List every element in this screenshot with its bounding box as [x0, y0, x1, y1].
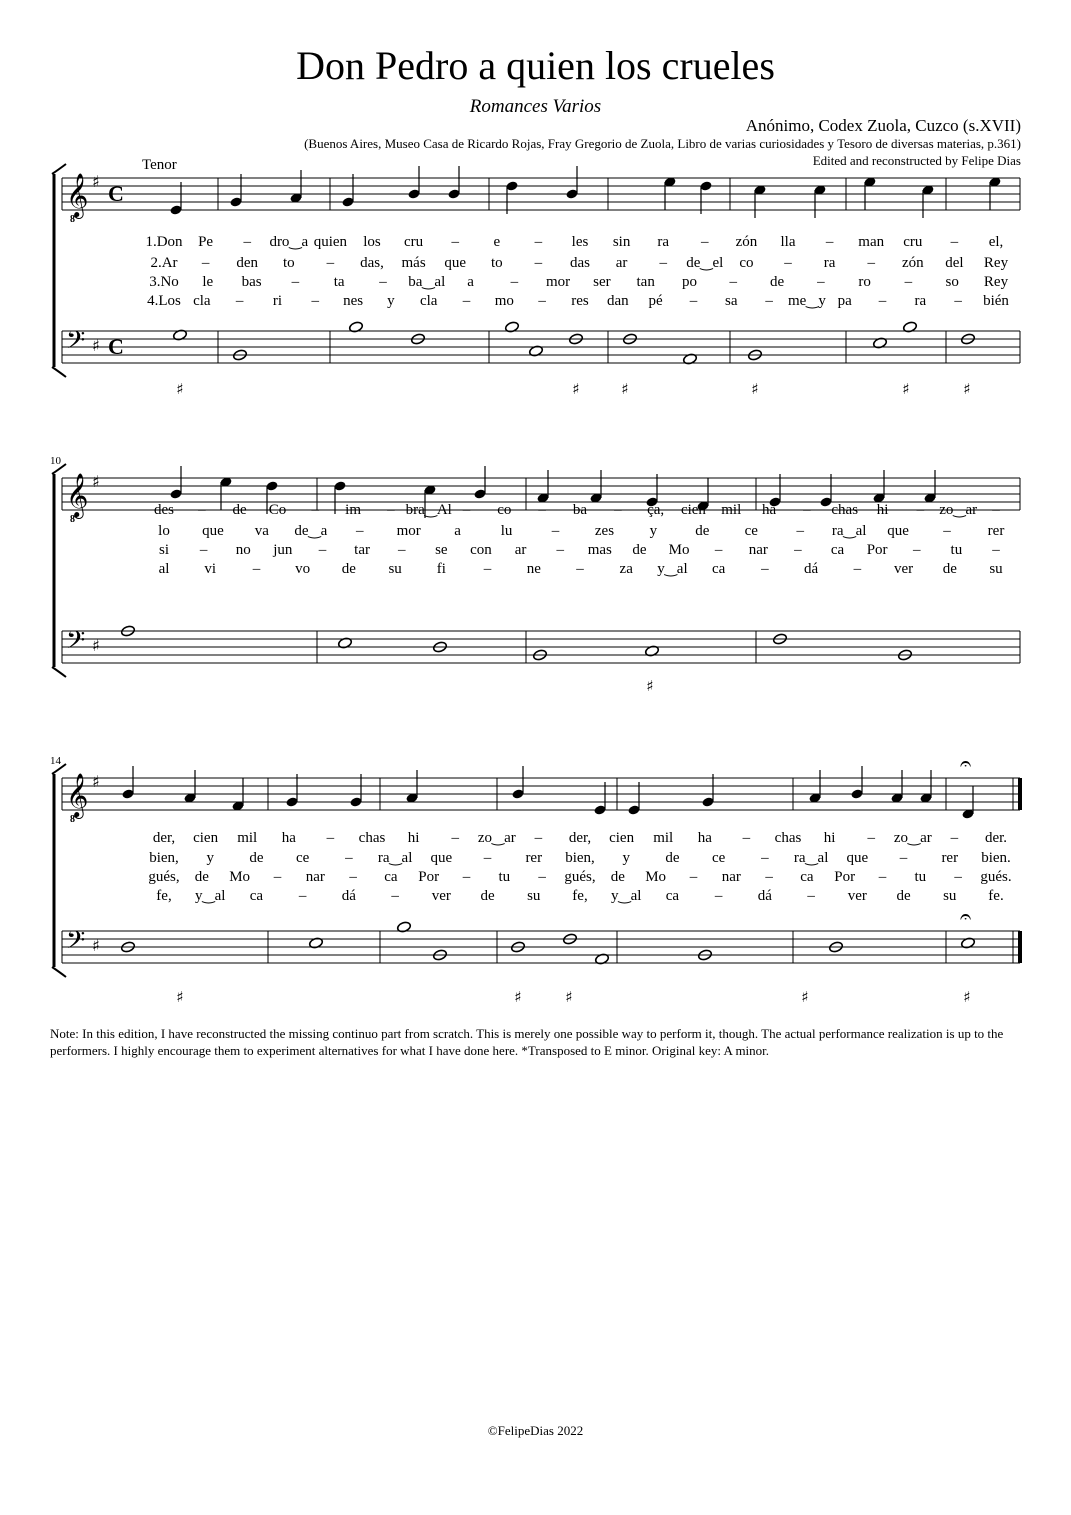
- lyric-syllable: der.: [984, 830, 1008, 846]
- lyric-syllable: gués,: [564, 869, 596, 885]
- bracket-bottom-hook: [52, 367, 66, 377]
- lyric-syllable: zes: [594, 523, 615, 539]
- lyric-syllable: –: [397, 542, 406, 558]
- lyric-syllable: res: [571, 293, 589, 309]
- lyric-syllable: el,: [988, 234, 1004, 250]
- lyric-syllable: bien,: [149, 850, 179, 866]
- lyric-syllable: –: [689, 869, 698, 885]
- lyric-syllable: ra‿al: [377, 850, 413, 866]
- lyric-syllable: hi: [876, 502, 889, 518]
- lyric-syllable: ca: [712, 561, 726, 577]
- lyric-syllable: que: [202, 523, 224, 539]
- lyric-syllable: bién: [983, 293, 1009, 309]
- lyric-syllable: vo: [295, 561, 311, 577]
- lyric-syllable: –: [796, 523, 804, 539]
- lyric-syllable: de: [610, 869, 625, 885]
- lyric-syllable: y‿al: [611, 888, 642, 904]
- lyric-syllable: al: [158, 561, 170, 577]
- lyric-syllable: cru: [404, 234, 424, 250]
- figured-bass-sharp: ♯: [572, 380, 580, 398]
- lyric-syllable: –: [252, 561, 261, 577]
- figured-bass-sharp: ♯: [176, 988, 184, 1006]
- octave-clef-mark-icon: 8: [70, 814, 75, 825]
- figured-bass-sharp: ♯: [565, 988, 573, 1006]
- instrument-name: Tenor: [142, 157, 177, 173]
- lyric-syllable: sa: [725, 293, 738, 309]
- figured-bass-sharp: ♯: [176, 380, 184, 398]
- bass-clef-icon: 𝄢: [66, 326, 86, 361]
- lyric-syllable: des: [154, 502, 174, 518]
- lyric-syllable: ra‿al: [831, 523, 867, 539]
- lyric-syllable: –: [201, 255, 210, 271]
- lyric-syllable: mas: [587, 542, 612, 558]
- key-signature-sharp-icon: ♯: [92, 936, 100, 955]
- lyric-syllable: ta: [333, 274, 345, 290]
- lyric-syllable: su: [989, 561, 1003, 577]
- lyric-syllable: ce: [712, 850, 726, 866]
- lyric-syllable: to: [282, 255, 295, 271]
- lyric-syllable: –: [614, 502, 622, 518]
- lyric-syllable: 4.Los: [147, 293, 181, 309]
- lyric-syllable: –: [349, 869, 357, 885]
- treble-clef-icon: 𝄞: [66, 473, 89, 517]
- lyric-syllable: co: [497, 502, 512, 518]
- figured-bass-sharp: ♯: [801, 988, 809, 1006]
- measure-number: 14: [50, 755, 61, 767]
- lyric-syllable: lo: [158, 523, 170, 539]
- lyric-syllable: der,: [152, 830, 176, 846]
- lyric-syllable: 1.Don: [145, 234, 183, 250]
- lyric-syllable: Mo: [668, 542, 690, 558]
- lyric-syllable: mo: [494, 293, 514, 309]
- lyric-syllable: no: [235, 542, 251, 558]
- bracket-bottom-hook: [52, 967, 66, 977]
- lyric-syllable: ar: [615, 255, 628, 271]
- lyric-syllable: y‿al: [657, 561, 688, 577]
- lyric-syllable: de: [194, 869, 209, 885]
- lyric-syllable: rer: [987, 523, 1005, 539]
- lyric-syllable: ser: [593, 274, 611, 290]
- lyric-syllable: –: [326, 255, 335, 271]
- lyric-syllable: dá: [757, 888, 772, 904]
- lyric-syllable: –: [273, 869, 282, 885]
- lyric-syllable: chas: [831, 502, 859, 518]
- lyric-syllable: ver: [847, 888, 867, 904]
- lyric-syllable: –: [794, 542, 802, 558]
- lyric-syllable: ca: [800, 869, 814, 885]
- lyric-syllable: quien: [313, 234, 348, 250]
- lyric-syllable: –: [298, 888, 307, 904]
- lyric-syllable: ver: [893, 561, 914, 577]
- lyric-syllable: –: [391, 888, 399, 904]
- lyric-syllable: nar: [748, 542, 768, 558]
- lyric-syllable: ver: [431, 888, 451, 904]
- lyric-syllable: ca: [249, 888, 264, 904]
- lyric-syllable: 2.Ar: [150, 255, 178, 271]
- lyric-syllable: –: [867, 830, 875, 846]
- lyric-syllable: tan: [636, 274, 655, 290]
- octave-clef-mark-icon: 8: [70, 514, 75, 525]
- lyric-syllable: –: [311, 502, 320, 518]
- lyric-syllable: dá: [804, 561, 819, 577]
- lyric-syllable: –: [803, 502, 811, 518]
- lyric-syllable: gués.: [980, 869, 1012, 885]
- figured-bass-sharp: ♯: [963, 380, 971, 398]
- lyric-syllable: que: [430, 850, 453, 866]
- lyric-syllable: –: [576, 561, 584, 577]
- lyric-syllable: cien: [609, 830, 635, 846]
- lyric-syllable: y: [649, 523, 658, 539]
- lyric-syllable: –: [483, 850, 492, 866]
- lyric-syllable: –: [742, 830, 751, 846]
- lyric-syllable: mor: [396, 523, 421, 539]
- lyric-syllable: chas: [774, 830, 802, 846]
- lyric-syllable: gués,: [148, 869, 180, 885]
- lyric-syllable: ha: [762, 502, 777, 518]
- lyric-syllable: mor: [546, 274, 571, 290]
- bracket-top-hook: [52, 164, 66, 174]
- lyric-syllable: –: [556, 542, 564, 558]
- lyric-syllable: ca: [384, 869, 398, 885]
- lyric-syllable: –: [701, 234, 709, 250]
- lyric-syllable: den: [236, 255, 259, 271]
- lyric-syllable: que: [887, 523, 909, 539]
- common-time-icon: C: [108, 334, 124, 359]
- lyric-syllable: y: [387, 293, 395, 309]
- lyric-syllable: ra‿al: [793, 850, 829, 866]
- lyric-syllable: bien,: [565, 850, 595, 866]
- lyric-syllable: –: [904, 274, 913, 290]
- lyric-syllable: –: [950, 830, 959, 846]
- lyric-syllable: –: [765, 869, 773, 885]
- measure-number: 10: [50, 455, 61, 467]
- lyric-syllable: se: [435, 542, 448, 558]
- lyric-syllable: lu: [500, 523, 513, 539]
- lyric-syllable: za: [619, 561, 633, 577]
- lyric-syllable: bien.: [981, 850, 1011, 866]
- score-title: Don Pedro a quien los crueles: [296, 43, 775, 88]
- lyric-syllable: cien: [193, 830, 219, 846]
- lyric-syllable: –: [534, 255, 543, 271]
- figured-bass-sharp: ♯: [646, 677, 654, 695]
- lyric-syllable: –: [765, 293, 773, 309]
- lyric-syllable: Co: [268, 502, 287, 518]
- lyric-syllable: –: [943, 523, 951, 539]
- lyric-syllable: –: [867, 255, 875, 271]
- lyric-syllable: –: [387, 502, 395, 518]
- lyric-syllable: –: [817, 274, 825, 290]
- lyric-syllable: ca: [665, 888, 680, 904]
- lyric-syllable: ha: [281, 830, 296, 846]
- lyric-syllable: –: [659, 255, 667, 271]
- lyric-syllable: –: [311, 293, 320, 309]
- fermata-icon: 𝄐: [960, 904, 972, 928]
- octave-clef-mark-icon: 8: [70, 214, 75, 225]
- lyric-syllable: tu: [914, 869, 927, 885]
- lyric-syllable: pé: [648, 293, 663, 309]
- lyric-syllable: –: [878, 869, 887, 885]
- lyric-syllable: –: [992, 502, 1000, 518]
- edition-note: Note: In this edition, I have reconstructed the missing continuo part from scratch. This is merely one possible way to perform it, though. The actual performance realization is up to the performers. I highly encourage them to experiment alternatives for what I have done here. *Transposed to E minor. Original key: A minor.: [50, 1026, 1004, 1058]
- lyric-syllable: das,: [360, 255, 384, 271]
- lyric-syllable: de: [942, 561, 957, 577]
- lyric-syllable: –: [825, 234, 834, 250]
- lyric-syllable: que: [444, 255, 467, 271]
- lyric-syllable: nar: [305, 869, 325, 885]
- composer-credit: Anónimo, Codex Zuola, Cuzco (s.XVII): [745, 116, 1021, 135]
- lyric-syllable: de: [665, 850, 680, 866]
- lyric-syllable: cien: [680, 502, 706, 518]
- figured-bass-sharp: ♯: [902, 380, 910, 398]
- lyric-syllable: lla: [780, 234, 796, 250]
- lyric-syllable: sin: [612, 234, 631, 250]
- key-signature-sharp-icon: ♯: [92, 336, 100, 355]
- lyric-syllable: Rey: [983, 274, 1009, 290]
- lyric-syllable: de: [896, 888, 911, 904]
- lyric-syllable: co: [739, 255, 754, 271]
- key-signature-sharp-icon: ♯: [92, 636, 100, 655]
- lyric-syllable: ce: [296, 850, 310, 866]
- lyric-syllable: jun: [273, 542, 293, 558]
- lyric-syllable: de: [632, 542, 647, 558]
- lyric-syllable: de: [232, 502, 247, 518]
- lyric-syllable: dá: [341, 888, 356, 904]
- lyric-syllable: –: [714, 542, 723, 558]
- lyric-syllable: –: [199, 542, 208, 558]
- source-credit: (Buenos Aires, Museo Casa de Ricardo Rojas, Fray Gregorio de Zuola, Libro de varias curiosidades y Tesoro de diversas materias, p.361): [304, 136, 1021, 151]
- lyric-syllable: ha: [697, 830, 712, 846]
- lyric-syllable: –: [462, 293, 471, 309]
- lyric-syllable: –: [326, 830, 335, 846]
- lyric-syllable: dan: [606, 293, 629, 309]
- lyric-syllable: man: [858, 234, 885, 250]
- lyric-syllable: zón: [901, 255, 924, 271]
- lyric-syllable: ne: [526, 561, 541, 577]
- lyric-syllable: hi: [407, 830, 420, 846]
- lyric-syllable: po: [681, 274, 697, 290]
- lyric-syllable: fe,: [572, 888, 588, 904]
- lyric-syllable: Por: [866, 542, 888, 558]
- lyric-syllable: –: [538, 502, 546, 518]
- lyric-syllable: su: [943, 888, 957, 904]
- lyric-syllable: –: [510, 274, 519, 290]
- lyric-syllable: nar: [721, 869, 741, 885]
- lyric-syllable: a: [467, 274, 474, 290]
- lyric-syllable: e: [493, 234, 501, 250]
- lyric-syllable: zo‿ar: [893, 830, 932, 846]
- lyric-syllable: dro‿a: [269, 234, 309, 250]
- lyric-syllable: –: [729, 274, 738, 290]
- lyric-syllable: mil: [653, 830, 674, 846]
- lyric-syllable: rer: [941, 850, 959, 866]
- lyric-syllable: –: [551, 523, 560, 539]
- lyric-syllable: Mo: [229, 869, 251, 885]
- lyric-syllable: de: [480, 888, 495, 904]
- lyric-syllable: cla: [193, 293, 211, 309]
- copyright-notice: ©FelipeDias 2022: [487, 1423, 584, 1438]
- figured-bass-sharp: ♯: [514, 988, 522, 1006]
- lyric-syllable: –: [345, 850, 353, 866]
- lyric-syllable: –: [451, 830, 459, 846]
- lyric-syllable: de‿el: [686, 255, 724, 271]
- lyric-syllable: –: [954, 869, 962, 885]
- lyric-syllable: bas: [241, 274, 262, 290]
- common-time-icon: C: [108, 181, 124, 206]
- tenor-staff: [62, 778, 1020, 810]
- lyric-syllable: les: [571, 234, 589, 250]
- lyric-syllable: fe,: [156, 888, 172, 904]
- editor-credit: Edited and reconstructed by Felipe Dias: [812, 153, 1021, 168]
- lyric-syllable: su: [388, 561, 402, 577]
- lyric-syllable: y: [622, 850, 630, 866]
- lyric-syllable: ba‿al: [408, 274, 446, 290]
- lyric-syllable: mil: [721, 502, 742, 518]
- lyric-syllable: hi: [823, 830, 836, 846]
- key-signature-sharp-icon: ♯: [92, 772, 100, 791]
- lyric-syllable: zón: [735, 234, 758, 250]
- lyric-syllable: va: [254, 523, 269, 539]
- lyric-syllable: fi: [436, 561, 446, 577]
- lyric-syllable: ce: [744, 523, 758, 539]
- lyric-syllable: cru: [903, 234, 923, 250]
- lyric-syllable: –: [878, 293, 887, 309]
- lyric-syllable: –: [538, 869, 546, 885]
- lyric-syllable: –: [451, 234, 459, 250]
- fermata-icon: 𝄐: [960, 751, 972, 775]
- lyric-syllable: los: [363, 234, 381, 250]
- lyric-syllable: –: [318, 542, 327, 558]
- lyric-syllable: mil: [237, 830, 258, 846]
- continuo-staff: [62, 931, 1020, 963]
- lyric-syllable: to: [490, 255, 503, 271]
- lyric-syllable: cla: [419, 293, 438, 309]
- lyric-syllable: nes: [343, 293, 364, 309]
- bass-clef-icon: 𝄢: [66, 626, 86, 661]
- lyric-syllable: –: [291, 274, 300, 290]
- lyric-syllable: tu: [950, 542, 963, 558]
- lyric-syllable: me‿y: [787, 293, 826, 309]
- figured-bass-sharp: ♯: [963, 988, 971, 1006]
- lyric-syllable: Rey: [983, 255, 1009, 271]
- bracket-bottom-hook: [52, 667, 66, 677]
- lyric-syllable: –: [462, 502, 471, 518]
- bass-clef-icon: 𝄢: [66, 926, 86, 961]
- lyric-syllable: Mo: [645, 869, 667, 885]
- figured-bass-sharp: ♯: [751, 380, 759, 398]
- lyric-syllable: zo‿ar: [939, 502, 978, 518]
- lyric-syllable: de: [769, 274, 785, 290]
- lyric-syllable: –: [913, 542, 921, 558]
- lyric-syllable: –: [950, 234, 959, 250]
- lyric-syllable: –: [538, 293, 546, 309]
- lyric-syllable: pa: [837, 293, 852, 309]
- lyric-syllable: Por: [418, 869, 440, 885]
- lyric-syllable: y: [206, 850, 214, 866]
- lyric-syllable: ar: [514, 542, 527, 558]
- lyric-syllable: ri: [272, 293, 283, 309]
- treble-clef-icon: 𝄞: [66, 173, 89, 217]
- lyric-syllable: le: [202, 274, 214, 290]
- lyric-syllable: ra: [823, 255, 836, 271]
- lyric-syllable: ro: [858, 274, 871, 290]
- lyric-syllable: si: [158, 542, 170, 558]
- lyric-syllable: –: [954, 293, 962, 309]
- lyric-syllable: tu: [498, 869, 511, 885]
- lyric-syllable: –: [534, 234, 543, 250]
- continuo-staff: [62, 631, 1020, 663]
- lyric-syllable: que: [846, 850, 869, 866]
- lyric-syllable: –: [379, 274, 387, 290]
- key-signature-sharp-icon: ♯: [92, 472, 100, 491]
- lyric-syllable: –: [534, 830, 543, 846]
- tenor-staff: [62, 178, 1020, 210]
- lyric-syllable: –: [761, 850, 769, 866]
- lyric-syllable: más: [401, 255, 426, 271]
- lyric-syllable: de: [695, 523, 710, 539]
- lyric-syllable: –: [853, 561, 862, 577]
- lyric-syllable: –: [198, 502, 206, 518]
- lyric-syllable: ca: [830, 542, 845, 558]
- lyric-syllable: fe.: [988, 888, 1004, 904]
- lyric-syllable: tar: [354, 542, 371, 558]
- lyric-syllable: del: [945, 255, 964, 271]
- lyric-syllable: ba: [572, 502, 588, 518]
- lyric-syllable: de: [341, 561, 356, 577]
- lyric-syllable: –: [356, 523, 364, 539]
- lyric-syllable: vi: [204, 561, 217, 577]
- lyric-syllable: –: [714, 888, 723, 904]
- lyric-syllable: –: [992, 542, 1000, 558]
- lyric-syllable: –: [899, 850, 908, 866]
- lyric-syllable: ça,: [647, 502, 665, 518]
- lyric-syllable: –: [916, 502, 925, 518]
- lyric-syllable: zo‿ar: [477, 830, 516, 846]
- lyric-syllable: im: [345, 502, 362, 518]
- score-subtitle: Romances Varios: [469, 96, 602, 117]
- lyric-syllable: –: [235, 293, 244, 309]
- lyric-syllable: –: [483, 561, 492, 577]
- lyric-syllable: Por: [834, 869, 856, 885]
- lyric-syllable: de: [249, 850, 264, 866]
- lyric-syllable: ra: [657, 234, 670, 250]
- lyric-syllable: –: [243, 234, 251, 250]
- lyric-syllable: rer: [525, 850, 543, 866]
- lyric-syllable: a: [454, 523, 461, 539]
- lyric-syllable: der,: [568, 830, 592, 846]
- lyric-syllable: y‿al: [195, 888, 226, 904]
- lyric-syllable: so: [945, 274, 959, 290]
- lyric-syllable: –: [784, 255, 792, 271]
- lyric-syllable: 3.No: [149, 274, 179, 290]
- lyric-syllable: con: [470, 542, 492, 558]
- lyric-syllable: –: [761, 561, 769, 577]
- treble-clef-icon: 𝄞: [66, 773, 89, 817]
- lyric-syllable: das: [570, 255, 590, 271]
- lyric-syllable: –: [462, 869, 471, 885]
- lyric-syllable: su: [527, 888, 541, 904]
- lyric-syllable: Pe: [198, 234, 214, 250]
- lyric-syllable: –: [689, 293, 698, 309]
- figured-bass-sharp: ♯: [621, 380, 629, 398]
- lyric-syllable: de‿a: [294, 523, 328, 539]
- lyric-syllable: –: [807, 888, 815, 904]
- lyric-syllable: ra: [914, 293, 927, 309]
- key-signature-sharp-icon: ♯: [92, 172, 100, 191]
- lyric-syllable: chas: [358, 830, 386, 846]
- lyric-syllable: bra‿Al: [405, 502, 452, 518]
